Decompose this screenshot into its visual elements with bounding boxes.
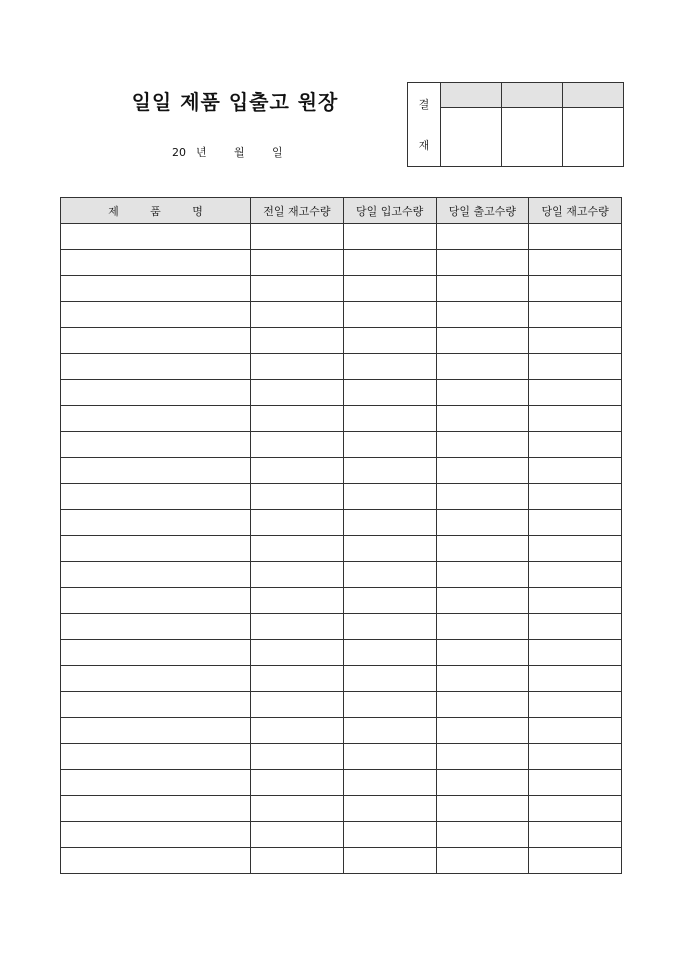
approval-label-bottom: 재 — [418, 139, 430, 152]
cell-product-name[interactable] — [61, 562, 251, 588]
cell-today-stock[interactable] — [529, 770, 622, 796]
cell-today-outbound[interactable] — [436, 588, 529, 614]
cell-previous-stock[interactable] — [251, 770, 344, 796]
cell-today-outbound[interactable] — [436, 822, 529, 848]
cell-today-inbound[interactable] — [343, 536, 436, 562]
cell-previous-stock[interactable] — [251, 562, 344, 588]
cell-today-stock[interactable] — [529, 432, 622, 458]
ledger-header-row — [61, 198, 622, 224]
cell-product-name[interactable] — [61, 614, 251, 640]
cell-product-name[interactable] — [61, 458, 251, 484]
cell-today-inbound[interactable] — [343, 302, 436, 328]
cell-today-outbound[interactable] — [436, 614, 529, 640]
cell-today-stock[interactable] — [529, 562, 622, 588]
cell-product-name[interactable] — [61, 822, 251, 848]
cell-product-name[interactable] — [61, 432, 251, 458]
cell-previous-stock[interactable] — [251, 406, 344, 432]
table-row — [61, 588, 622, 614]
approval-label — [408, 83, 441, 167]
cell-previous-stock[interactable] — [251, 328, 344, 354]
table-row — [61, 406, 622, 432]
cell-product-name[interactable] — [61, 510, 251, 536]
cell-product-name[interactable] — [61, 250, 251, 276]
cell-today-inbound[interactable] — [343, 588, 436, 614]
table-row — [61, 822, 622, 848]
cell-previous-stock[interactable] — [251, 614, 344, 640]
table-row — [61, 302, 622, 328]
table-row — [61, 432, 622, 458]
cell-today-outbound[interactable] — [436, 354, 529, 380]
table-row — [61, 380, 622, 406]
cell-previous-stock[interactable] — [251, 588, 344, 614]
cell-previous-stock[interactable] — [251, 848, 344, 874]
cell-today-inbound[interactable] — [343, 718, 436, 744]
cell-previous-stock[interactable] — [251, 510, 344, 536]
cell-today-inbound[interactable] — [343, 666, 436, 692]
cell-previous-stock[interactable] — [251, 718, 344, 744]
cell-product-name[interactable] — [61, 536, 251, 562]
cell-product-name[interactable] — [61, 692, 251, 718]
cell-today-outbound[interactable] — [436, 770, 529, 796]
table-row — [61, 458, 622, 484]
cell-today-inbound[interactable] — [343, 744, 436, 770]
cell-today-stock[interactable] — [529, 666, 622, 692]
table-row — [61, 250, 622, 276]
cell-today-stock[interactable] — [529, 640, 622, 666]
cell-today-stock[interactable] — [529, 302, 622, 328]
cell-today-inbound[interactable] — [343, 276, 436, 302]
cell-today-stock[interactable] — [529, 536, 622, 562]
table-row — [61, 770, 622, 796]
cell-today-stock[interactable] — [529, 276, 622, 302]
cell-product-name[interactable] — [61, 588, 251, 614]
signature-title-2[interactable] — [502, 83, 563, 108]
cell-today-outbound[interactable] — [436, 510, 529, 536]
cell-today-stock[interactable] — [529, 614, 622, 640]
month-unit: 월 — [234, 146, 245, 159]
cell-previous-stock[interactable] — [251, 432, 344, 458]
table-row — [61, 692, 622, 718]
cell-product-name[interactable] — [61, 276, 251, 302]
cell-previous-stock[interactable] — [251, 224, 344, 250]
signature-box-1[interactable] — [441, 108, 502, 167]
cell-today-inbound[interactable] — [343, 510, 436, 536]
cell-today-outbound[interactable] — [436, 484, 529, 510]
cell-today-inbound[interactable] — [343, 406, 436, 432]
cell-today-outbound[interactable] — [436, 406, 529, 432]
cell-today-outbound[interactable] — [436, 848, 529, 874]
cell-previous-stock[interactable] — [251, 796, 344, 822]
cell-today-inbound[interactable] — [343, 848, 436, 874]
cell-today-stock[interactable] — [529, 744, 622, 770]
cell-today-inbound[interactable] — [343, 796, 436, 822]
cell-previous-stock[interactable] — [251, 692, 344, 718]
table-row — [61, 224, 622, 250]
cell-today-outbound[interactable] — [436, 328, 529, 354]
cell-previous-stock[interactable] — [251, 354, 344, 380]
table-row — [61, 562, 622, 588]
cell-previous-stock[interactable] — [251, 302, 344, 328]
cell-today-stock[interactable] — [529, 510, 622, 536]
cell-today-stock[interactable] — [529, 484, 622, 510]
ledger-table — [60, 197, 622, 874]
signature-title-3[interactable] — [563, 83, 624, 108]
cell-today-outbound[interactable] — [436, 744, 529, 770]
cell-product-name[interactable] — [61, 666, 251, 692]
table-row — [61, 614, 622, 640]
table-row — [61, 640, 622, 666]
cell-today-stock[interactable] — [529, 458, 622, 484]
cell-product-name[interactable] — [61, 484, 251, 510]
cell-today-inbound[interactable] — [343, 770, 436, 796]
day-unit: 일 — [272, 146, 283, 159]
cell-product-name[interactable] — [61, 224, 251, 250]
cell-product-name[interactable] — [61, 770, 251, 796]
cell-product-name[interactable] — [61, 302, 251, 328]
cell-today-inbound[interactable] — [343, 328, 436, 354]
table-row — [61, 536, 622, 562]
cell-today-outbound[interactable] — [436, 224, 529, 250]
cell-previous-stock[interactable] — [251, 666, 344, 692]
cell-today-stock[interactable] — [529, 224, 622, 250]
year-prefix: 20 — [172, 146, 186, 159]
cell-today-inbound[interactable] — [343, 224, 436, 250]
cell-today-inbound[interactable] — [343, 380, 436, 406]
cell-product-name[interactable] — [61, 354, 251, 380]
cell-product-name[interactable] — [61, 640, 251, 666]
cell-today-stock[interactable] — [529, 796, 622, 822]
approval-box — [407, 82, 624, 167]
cell-previous-stock[interactable] — [251, 484, 344, 510]
cell-today-stock[interactable] — [529, 380, 622, 406]
cell-today-outbound[interactable] — [436, 432, 529, 458]
table-row — [61, 848, 622, 874]
cell-today-outbound[interactable] — [436, 380, 529, 406]
cell-today-inbound[interactable] — [343, 614, 436, 640]
table-row — [61, 484, 622, 510]
column-header-product-name: 제 품 명 — [61, 198, 251, 224]
cell-today-inbound[interactable] — [343, 484, 436, 510]
column-header-previous-stock: 전일 재고수량 — [251, 198, 344, 224]
cell-previous-stock[interactable] — [251, 822, 344, 848]
cell-today-stock[interactable] — [529, 822, 622, 848]
signature-box-2[interactable] — [502, 108, 563, 167]
cell-today-outbound[interactable] — [436, 536, 529, 562]
cell-product-name[interactable] — [61, 328, 251, 354]
table-row — [61, 276, 622, 302]
cell-product-name[interactable] — [61, 406, 251, 432]
cell-today-outbound[interactable] — [436, 302, 529, 328]
column-header-today-outbound: 당일 출고수량 — [436, 198, 529, 224]
page-title: 일일 제품 입출고 원장 — [131, 90, 339, 114]
table-row — [61, 744, 622, 770]
cell-today-outbound[interactable] — [436, 640, 529, 666]
cell-today-outbound[interactable] — [436, 276, 529, 302]
cell-product-name[interactable] — [61, 848, 251, 874]
cell-today-outbound[interactable] — [436, 458, 529, 484]
cell-previous-stock[interactable] — [251, 744, 344, 770]
cell-today-stock[interactable] — [529, 250, 622, 276]
table-row — [61, 718, 622, 744]
cell-today-outbound[interactable] — [436, 666, 529, 692]
cell-today-inbound[interactable] — [343, 250, 436, 276]
ledger-body — [61, 224, 622, 874]
cell-today-inbound[interactable] — [343, 458, 436, 484]
cell-previous-stock[interactable] — [251, 536, 344, 562]
table-row — [61, 796, 622, 822]
cell-previous-stock[interactable] — [251, 458, 344, 484]
column-header-today-inbound: 당일 입고수량 — [343, 198, 436, 224]
cell-today-stock[interactable] — [529, 328, 622, 354]
signature-title-1[interactable] — [441, 83, 502, 108]
cell-today-inbound[interactable] — [343, 354, 436, 380]
cell-product-name[interactable] — [61, 380, 251, 406]
cell-today-stock[interactable] — [529, 588, 622, 614]
cell-today-outbound[interactable] — [436, 692, 529, 718]
table-row — [61, 666, 622, 692]
cell-today-stock[interactable] — [529, 718, 622, 744]
cell-today-outbound[interactable] — [436, 562, 529, 588]
cell-today-inbound[interactable] — [343, 640, 436, 666]
table-row — [61, 328, 622, 354]
table-row — [61, 354, 622, 380]
cell-product-name[interactable] — [61, 796, 251, 822]
cell-previous-stock[interactable] — [251, 640, 344, 666]
date-line — [172, 144, 283, 160]
cell-today-inbound[interactable] — [343, 822, 436, 848]
cell-previous-stock[interactable] — [251, 380, 344, 406]
cell-product-name[interactable] — [61, 744, 251, 770]
cell-previous-stock[interactable] — [251, 276, 344, 302]
signature-box-3[interactable] — [563, 108, 624, 167]
cell-today-stock[interactable] — [529, 848, 622, 874]
cell-today-outbound[interactable] — [436, 250, 529, 276]
cell-today-stock[interactable] — [529, 406, 622, 432]
cell-today-stock[interactable] — [529, 354, 622, 380]
approval-label-top: 결 — [418, 98, 430, 111]
cell-previous-stock[interactable] — [251, 250, 344, 276]
cell-today-inbound[interactable] — [343, 562, 436, 588]
cell-today-inbound[interactable] — [343, 432, 436, 458]
cell-product-name[interactable] — [61, 718, 251, 744]
cell-today-outbound[interactable] — [436, 796, 529, 822]
cell-today-outbound[interactable] — [436, 718, 529, 744]
cell-today-stock[interactable] — [529, 692, 622, 718]
cell-today-inbound[interactable] — [343, 692, 436, 718]
year-unit: 년 — [196, 146, 207, 159]
table-row — [61, 510, 622, 536]
column-header-today-stock: 당일 재고수량 — [529, 198, 622, 224]
